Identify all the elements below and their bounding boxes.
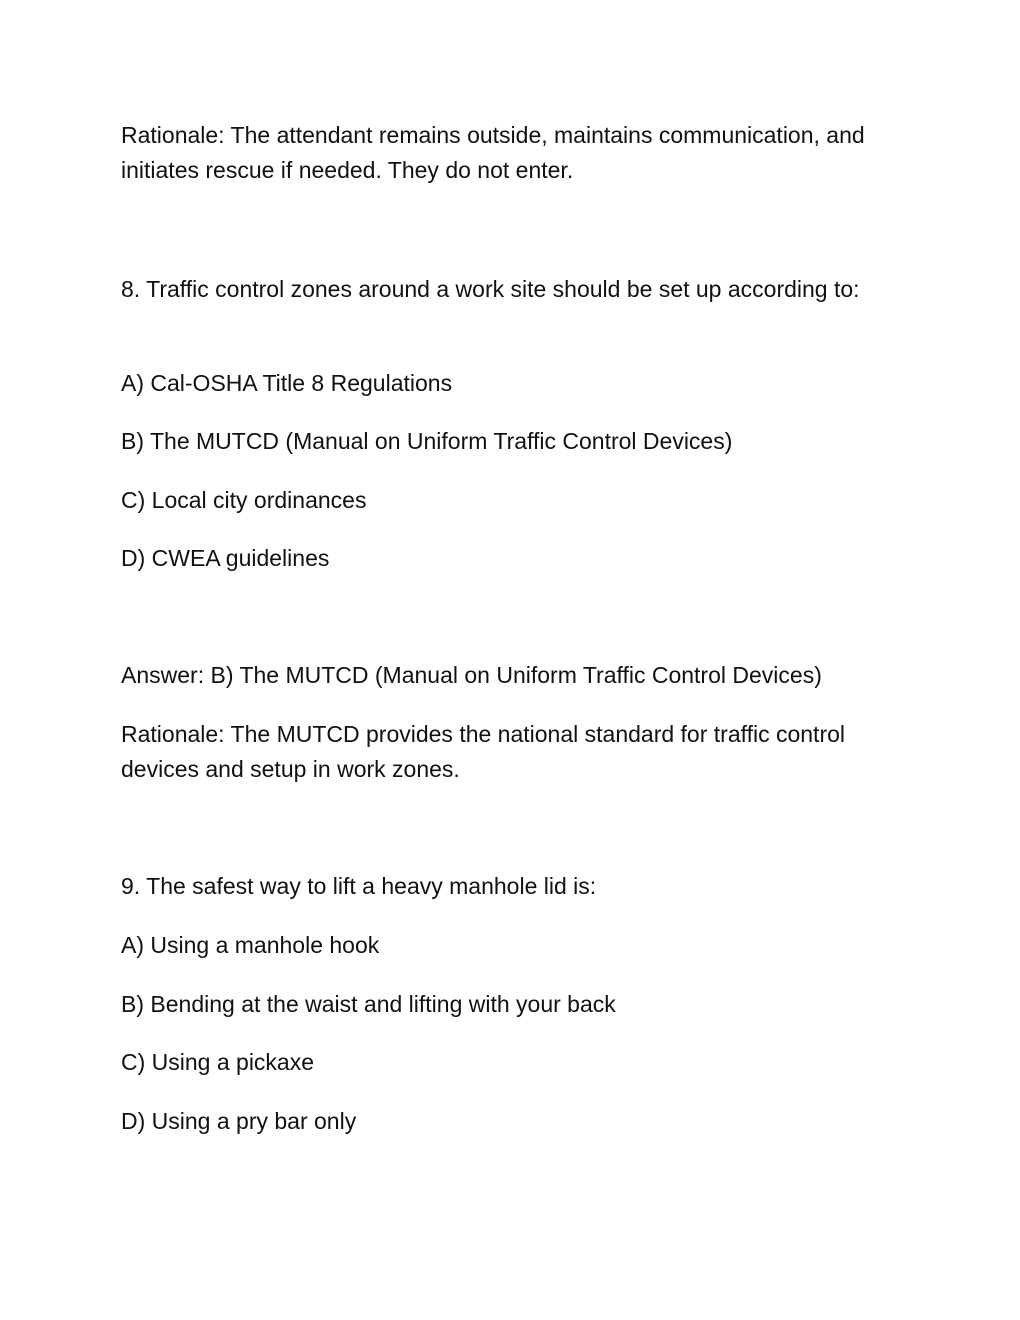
rationale-q7: Rationale: The attendant remains outside, maintains communication, and initiates rescue if needed. They do not enter. bbox=[121, 122, 865, 183]
question-9-option-a: A) Using a manhole hook bbox=[121, 932, 380, 958]
question-9-option-c: C) Using a pickaxe bbox=[121, 1049, 315, 1075]
question-8-option-b: B) The MUTCD (Manual on Uniform Traffic Control Devices) bbox=[121, 428, 733, 454]
question-8-prompt: 8. Traffic control zones around a work site should be set up according to: bbox=[121, 276, 860, 302]
question-8-option-d: D) CWEA guidelines bbox=[121, 545, 330, 571]
question-8-option-a: A) Cal-OSHA Title 8 Regulations bbox=[121, 370, 453, 396]
question-8-answer: Answer: B) The MUTCD (Manual on Uniform Traffic Control Devices) bbox=[121, 662, 822, 688]
question-8-option-c: C) Local city ordinances bbox=[121, 487, 367, 513]
question-9-option-d: D) Using a pry bar only bbox=[121, 1108, 357, 1134]
question-9-option-b: B) Bending at the waist and lifting with your back bbox=[121, 991, 616, 1017]
question-9-prompt: 9. The safest way to lift a heavy manhole lid is: bbox=[121, 873, 597, 899]
question-8-rationale: Rationale: The MUTCD provides the national standard for traffic control devices and setup in work zones. bbox=[121, 721, 846, 782]
